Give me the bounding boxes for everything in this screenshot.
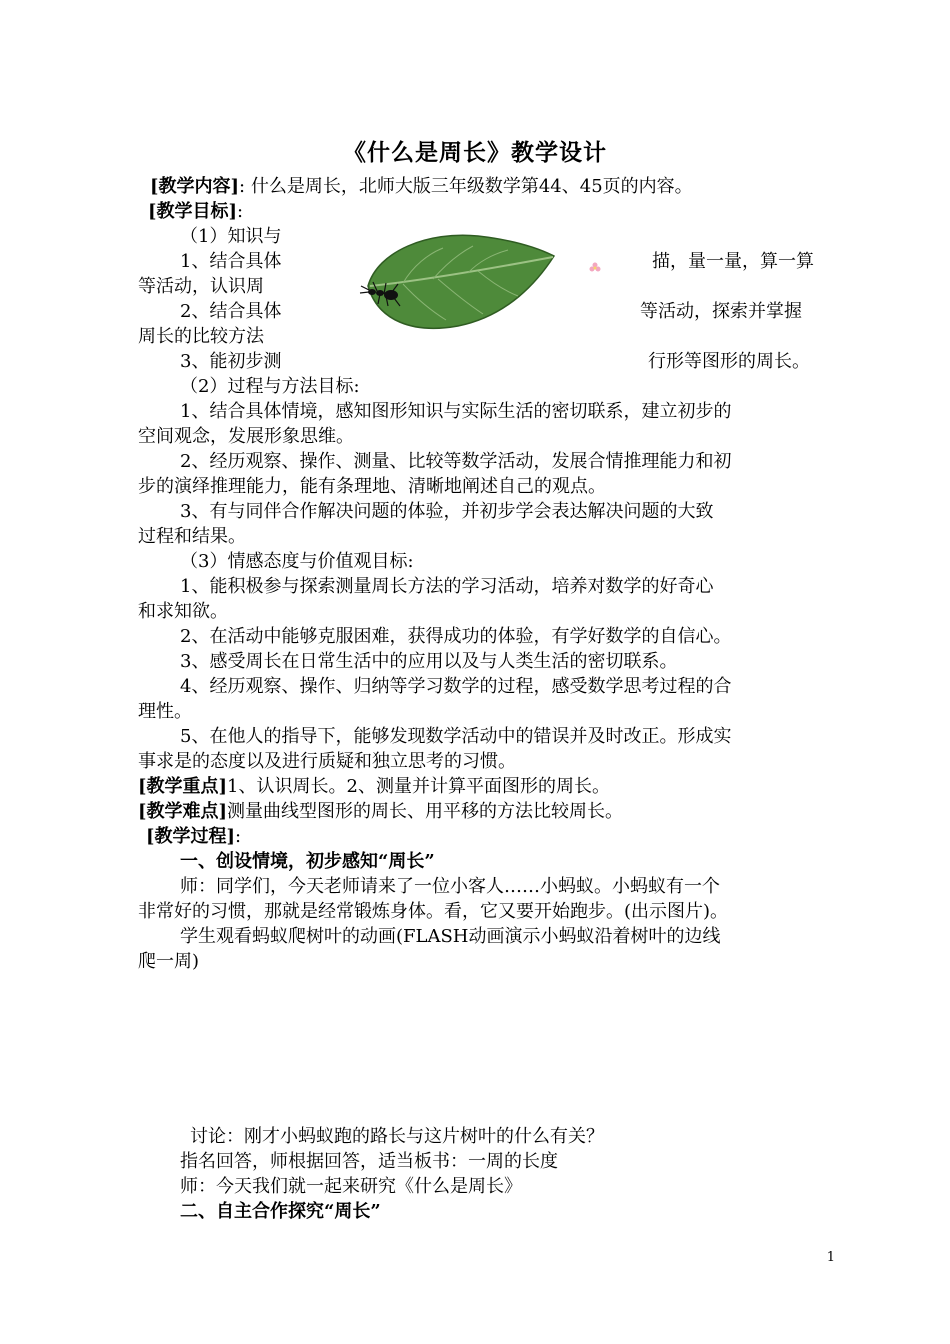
key-points-text: 1、认识周长。2、测量并计算平面图形的周长。 [227,776,610,797]
section1-para1-a: 师：同学们，今天老师请来了一位小客人……小蚂蚁。小蚂蚁有一个 [180,876,720,897]
flower-icon [589,262,601,274]
goal2-item3-b: 过程和结果。 [138,526,246,547]
page-number: 1 [826,1250,835,1265]
key-points-line [138,775,610,799]
section1-heading: 一、创设情境，初步感知“周长” [180,851,435,872]
section2-heading: 二、自主合作探究“周长” [180,1201,381,1222]
goal1-item3-end: 行形等图形的周长。 [648,351,810,372]
key-points-label: [教学重点] [138,776,228,797]
process-line [146,825,241,849]
difficult-points-label: [教学难点] [138,801,228,822]
goals-label: [教学目标] [148,201,238,222]
goal2-item2-b: 步的演绎推理能力，能有条理地、清晰地阐述自己的观点。 [138,476,606,497]
goals-line [148,200,243,224]
goal3-item2: 2、在活动中能够克服困难，获得成功的体验，有学好数学的自信心。 [180,626,732,647]
goals-colon: : [237,201,244,222]
section1-para2-b: 爬一周) [138,951,200,972]
goal2-item1-a: 1、结合具体情境，感知图形知识与实际生活的密切联系，建立初步的 [180,401,732,422]
difficult-points-line [138,800,623,824]
goal1-item2-cont: 周长的比较方法 [138,326,264,347]
content-label: [教学内容] [150,176,240,197]
goal2-item3-a: 3、有与同伴合作解决问题的体验，并初步学会表达解决问题的大致 [180,501,714,522]
goal1-heading: （1）知识与 [180,226,282,247]
goal1-item1-start: 1、结合具体 [180,251,282,272]
section1-para1-b: 非常好的习惯，那就是经常锻炼身体。看，它又要开始跑步。(出示图片)。 [138,901,729,922]
goal3-item1-a: 1、能积极参与探索测量周长方法的学习活动，培养对数学的好奇心 [180,576,714,597]
goal2-item1-b: 空间观念，发展形象思维。 [138,426,354,447]
goal1-item2-end: 等活动，探索并掌握 [640,301,802,322]
process-label: [教学过程] [146,826,236,847]
content-line [150,175,693,199]
goal1-item3-start: 3、能初步测 [180,351,282,372]
goal3-heading: （3）情感态度与价值观目标: [180,551,414,572]
leaf-with-ant-icon [358,226,558,332]
goal1-item1-cont: 等活动，认识周 [138,276,264,297]
process-colon: : [235,826,242,847]
goal3-item1-b: 和求知欲。 [138,601,228,622]
goal3-item4-a: 4、经历观察、操作、归纳等学习数学的过程，感受数学思考过程的合 [180,676,732,697]
goal3-item3: 3、感受周长在日常生活中的应用以及与人类生活的密切联系。 [180,651,678,672]
goal1-item1-end: 描，量一量，算一算 [652,251,814,272]
goal3-item5-b: 事求是的态度以及进行质疑和独立思考的习惯。 [138,751,516,772]
section1-discussion: 讨论：刚才小蚂蚁跑的路长与这片树叶的什么有关？ [190,1126,604,1147]
section1-answer: 指名回答，师根据回答，适当板书：一周的长度 [180,1151,558,1172]
goal2-item2-a: 2、经历观察、操作、测量、比较等数学活动，发展合情推理能力和初 [180,451,732,472]
document-title: 《什么是周长》教学设计 [343,139,607,166]
goal3-item4-b: 理性。 [138,701,192,722]
section1-teacher: 师：今天我们就一起来研究《什么是周长》 [180,1176,522,1197]
difficult-points-text: 测量曲线型图形的周长、用平移的方法比较周长。 [227,801,624,822]
goal3-item5-a: 5、在他人的指导下，能够发现数学活动中的错误并及时改正。形成实 [180,726,732,747]
content-text: : 什么是周长，北师大版三年级数学第44、45页的内容。 [239,176,693,197]
section1-para2-a: 学生观看蚂蚁爬树叶的动画(FLASH动画演示小蚂蚁沿着树叶的边线 [180,926,721,947]
goal1-item2-start: 2、结合具体 [180,301,282,322]
goal2-heading: （2）过程与方法目标: [180,376,360,397]
